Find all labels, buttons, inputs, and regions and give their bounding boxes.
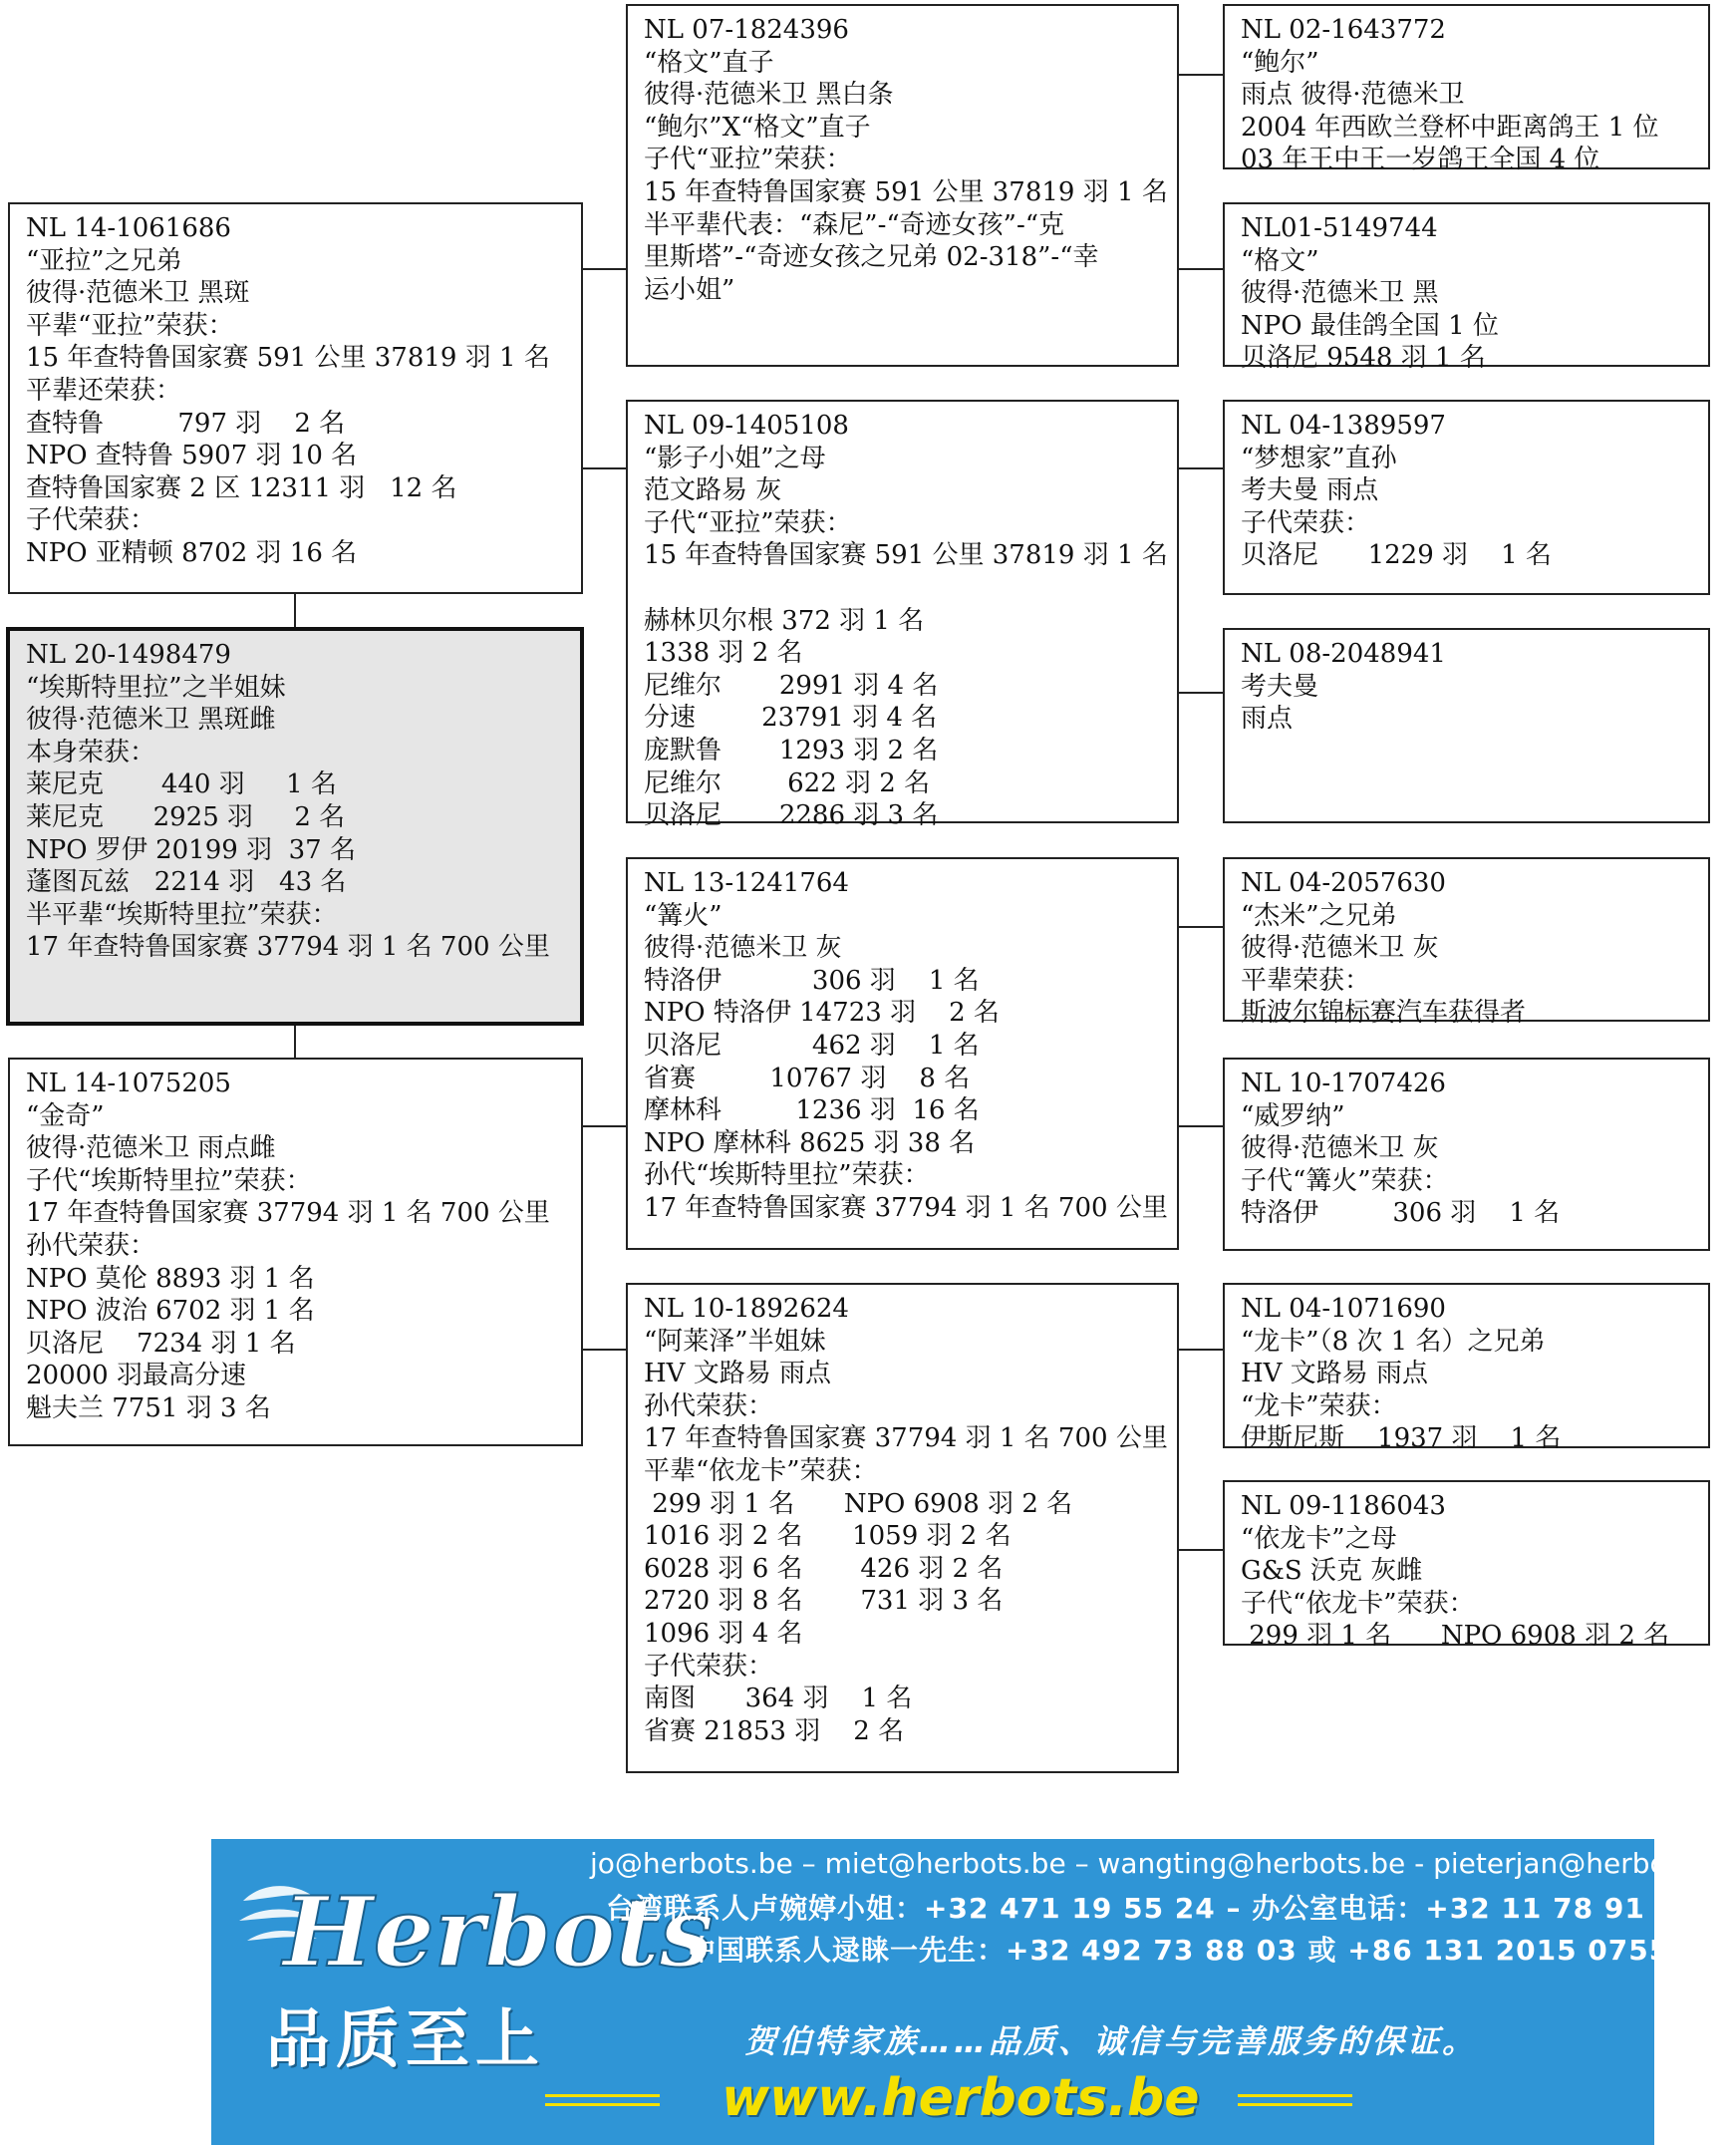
- card-line: 平辈还荣获：: [26, 375, 182, 406]
- card-line: 2004 年西欧兰登杯中距离鸽王 1 位: [1241, 112, 1659, 143]
- card-line: 子代荣获：: [1241, 507, 1371, 538]
- card-line: 本身荣获：: [26, 737, 156, 767]
- card-line: 考夫曼 雨点: [1241, 475, 1379, 506]
- great-grandparent-card-6: [1223, 1058, 1710, 1251]
- card-line: 17 年查特鲁国家赛 37794 羽 1 名 700 公里: [26, 932, 550, 963]
- card-line: 17 年查特鲁国家赛 37794 羽 1 名 700 公里: [644, 1423, 1168, 1454]
- great-grandparent-card-4: [1223, 628, 1710, 823]
- card-line: NPO 罗伊 20199 羽 37 名: [26, 834, 356, 865]
- card-line: NPO 莫伦 8893 羽 1 名: [26, 1263, 315, 1294]
- card-line: 1338 羽 2 名: [644, 638, 803, 669]
- card-line: 范文路易 灰: [644, 475, 782, 506]
- card-line: 考夫曼: [1241, 671, 1319, 702]
- tagline: 贺伯特家族……品质、诚信与完善服务的保证。: [744, 2022, 1478, 2060]
- great-grandparent-card-7: [1223, 1283, 1710, 1454]
- card-line: NL 04-2057630: [1241, 868, 1446, 898]
- card-line: 庞默鲁 1293 羽 2 名: [644, 735, 939, 766]
- card-line: 莱尼克 440 羽 1 名: [26, 769, 337, 800]
- great-grandparent-card-8: [1223, 1480, 1710, 1652]
- sire-card: [8, 202, 583, 594]
- card-line: “依龙卡”之母: [1241, 1523, 1397, 1554]
- card-line: NPO 亚精顿 8702 羽 16 名: [26, 537, 358, 568]
- card-line: 省赛 21853 羽 2 名: [644, 1715, 905, 1746]
- card-line: 彼得·范德米卫 灰: [1241, 933, 1439, 964]
- card-line: 1016 羽 2 名 1059 羽 2 名: [644, 1521, 1012, 1552]
- sire-dam-card: [626, 400, 1179, 831]
- card-line: “格文”直子: [644, 47, 774, 78]
- card-line: “埃斯特里拉”之半姐妹: [26, 672, 286, 703]
- card-line: 南图 364 羽 1 名: [644, 1684, 913, 1714]
- card-line: 平辈荣获：: [1241, 965, 1371, 996]
- card-line: 子代“依龙卡”荣获：: [1241, 1588, 1475, 1619]
- card-line: “鲍尔”: [1241, 47, 1319, 78]
- card-line: “鲍尔”X“格文”直子: [644, 112, 871, 143]
- card-line: 平辈“依龙卡”荣获：: [644, 1455, 878, 1486]
- card-line: 子代荣获：: [26, 505, 156, 536]
- great-grandparent-card-2: [1223, 202, 1710, 374]
- card-line: “格文”: [1241, 245, 1319, 276]
- card-line: 尼维尔 2991 羽 4 名: [644, 670, 939, 701]
- card-line: 伊斯尼斯 1937 羽 1 名: [1241, 1423, 1562, 1454]
- card-line: NL 08-2048941: [1241, 639, 1446, 669]
- card-line: 2720 羽 8 名 731 羽 3 名: [644, 1586, 1004, 1617]
- card-line: “龙卡”荣获：: [1241, 1390, 1397, 1421]
- card-line: 15 年查特鲁国家赛 591 公里 37819 羽 1 名: [26, 343, 550, 374]
- card-line: 子代“埃斯特里拉”荣获：: [26, 1165, 312, 1196]
- china-contact: 中国联系人逯睐一先生：+32 492 73 88 03 或 +86 131 2015 0755: [688, 1934, 1670, 1967]
- card-line: HV 文路易 雨点: [644, 1359, 831, 1389]
- dam-sire-card: [626, 857, 1179, 1250]
- card-line: NL 10-1707426: [1241, 1069, 1446, 1098]
- card-line: 半平辈代表：“森尼”-“奇迹女孩”-“克: [644, 209, 1065, 240]
- email-addresses[interactable]: jo@herbots.be – miet@herbots.be – wangting@herbots.be - pieterjan@herbots.be: [590, 1847, 1736, 1880]
- card-line: 斯波尔锦标赛汽车获得者: [1241, 998, 1527, 1029]
- card-line: 彼得·范德米卫 黑: [1241, 278, 1439, 309]
- card-line: “篝火”: [644, 900, 723, 931]
- decorative-dash-right: [1238, 2094, 1352, 2106]
- card-line: 彼得·范德米卫 灰: [644, 933, 842, 964]
- card-line: 雨点 彼得·范德米卫: [1241, 80, 1465, 111]
- card-line: NPO 摩林科 8625 羽 38 名: [644, 1127, 976, 1158]
- card-line: NPO 波治 6702 羽 1 名: [26, 1296, 315, 1327]
- card-line: NPO 特洛伊 14723 羽 2 名: [644, 998, 1000, 1029]
- card-line: NL 02-1643772: [1241, 15, 1446, 45]
- card-line: 莱尼克 2925 羽 2 名: [26, 801, 346, 832]
- card-line: 摩林科 1236 羽 16 名: [644, 1095, 980, 1126]
- card-line: 赫林贝尔根 372 羽 1 名: [644, 605, 925, 636]
- card-line: “杰米”之兄弟: [1241, 900, 1397, 931]
- card-line: 贝洛尼 1229 羽 1 名: [1241, 540, 1552, 571]
- card-line: 贝洛尼 2286 羽 3 名: [644, 800, 939, 831]
- slogan: 品质至上: [266, 2003, 545, 2077]
- card-line: 299 羽 1 名 NPO 6908 羽 2 名: [1241, 1621, 1670, 1652]
- card-line: 彼得·范德米卫 雨点雌: [26, 1133, 276, 1164]
- card-line: NPO 查特鲁 5907 羽 10 名: [26, 441, 358, 471]
- card-line: “亚拉”之兄弟: [26, 245, 182, 276]
- card-line: 6028 羽 6 名 426 羽 2 名: [644, 1553, 1004, 1584]
- card-line: NL 10-1892624: [644, 1294, 849, 1324]
- card-line: 半平辈“埃斯特里拉”荣获：: [26, 899, 338, 930]
- card-line: 子代“篝火”荣获：: [1241, 1165, 1449, 1196]
- card-line: 查特鲁国家赛 2 区 12311 羽 12 名: [26, 472, 457, 503]
- contact-banner: [211, 1839, 1736, 2145]
- card-line: 20000 羽最高分速: [26, 1361, 246, 1391]
- card-line: 孙代“埃斯特里拉”荣获：: [644, 1160, 930, 1191]
- card-line: “威罗纳”: [1241, 1100, 1345, 1131]
- card-line: 孙代荣获：: [644, 1390, 774, 1421]
- card-line: 特洛伊 306 羽 1 名: [1241, 1198, 1561, 1229]
- card-line: “阿莱泽”半姐妹: [644, 1326, 826, 1357]
- card-line: 15 年查特鲁国家赛 591 公里 37819 羽 1 名: [644, 540, 1168, 571]
- card-line: NL 20-1498479: [26, 640, 231, 670]
- great-grandparent-card-5: [1223, 857, 1710, 1029]
- card-line: 孙代荣获：: [26, 1230, 156, 1261]
- svg-text:Herbots: Herbots: [283, 1876, 714, 1989]
- subject-card: [6, 627, 584, 1026]
- card-line: NL 13-1241764: [644, 868, 849, 898]
- card-line: 彼得·范德米卫 黑白条: [644, 80, 894, 111]
- card-line: NL01-5149744: [1241, 213, 1438, 243]
- card-line: 贝洛尼 462 羽 1 名: [644, 1030, 980, 1061]
- card-line: 03 年王中王一岁鸽王全国 4 位: [1241, 145, 1600, 175]
- card-line: NL 09-1405108: [644, 411, 849, 441]
- card-line: NL 09-1186043: [1241, 1491, 1446, 1521]
- card-line: NL 07-1824396: [644, 15, 849, 45]
- card-line: 运小姐”: [644, 274, 735, 305]
- card-line: 查特鲁 797 羽 2 名: [26, 408, 346, 439]
- card-line: NL 04-1071690: [1241, 1294, 1446, 1324]
- card-line: HV 文路易 雨点: [1241, 1359, 1428, 1389]
- card-line: NL 04-1389597: [1241, 411, 1446, 441]
- card-line: 彼得·范德米卫 黑斑: [26, 278, 250, 309]
- card-line: 蓬图瓦兹 2214 羽 43 名: [26, 867, 347, 898]
- card-line: 里斯塔”-“奇迹女孩之兄弟 02-318”-“幸: [644, 242, 1099, 273]
- card-line: “龙卡”（8 次 1 名）之兄弟: [1241, 1326, 1546, 1357]
- card-line: 贝洛尼 9548 羽 1 名: [1241, 343, 1486, 374]
- card-line: 尼维尔 622 羽 2 名: [644, 767, 931, 798]
- card-line: NL 14-1061686: [26, 213, 231, 243]
- card-line: 15 年查特鲁国家赛 591 公里 37819 羽 1 名: [644, 176, 1168, 207]
- card-line: 贝洛尼 7234 羽 1 名: [26, 1328, 296, 1359]
- card-line: 省赛 10767 羽 8 名: [644, 1063, 971, 1093]
- card-line: 1096 羽 4 名: [644, 1618, 803, 1649]
- card-line: 子代荣获：: [644, 1651, 774, 1682]
- card-line: 魁夫兰 7751 羽 3 名: [26, 1392, 271, 1423]
- card-line: 子代“亚拉”荣获：: [644, 507, 852, 538]
- card-line: “金奇”: [26, 1100, 105, 1131]
- taiwan-contact: 台湾联系人卢婉婷小姐：+32 471 19 55 24 – 办公室电话：+32 11 78 91 90: [606, 1892, 1697, 1925]
- card-line: 彼得·范德米卫 灰: [1241, 1133, 1439, 1164]
- card-line: 299 羽 1 名 NPO 6908 羽 2 名: [644, 1488, 1073, 1519]
- great-grandparent-card-1: [1223, 4, 1710, 175]
- card-line: “梦想家”直孙: [1241, 443, 1397, 473]
- card-line: 雨点: [1241, 704, 1294, 735]
- sire-sire-card: [626, 4, 1179, 367]
- card-line: 平辈“亚拉”荣获：: [26, 310, 234, 341]
- decorative-dash-left: [545, 2094, 660, 2106]
- card-line: NPO 最佳鸽全国 1 位: [1241, 310, 1499, 341]
- dam-card: [8, 1058, 583, 1446]
- card-line: “影子小姐”之母: [644, 443, 826, 473]
- card-line: 17 年查特鲁国家赛 37794 羽 1 名 700 公里: [644, 1192, 1168, 1223]
- card-line: 特洛伊 306 羽 1 名: [644, 965, 980, 996]
- great-grandparent-card-3: [1223, 400, 1710, 595]
- card-line: 分速 23791 羽 4 名: [644, 703, 938, 734]
- website-link[interactable]: www.herbots.be: [722, 2068, 1200, 2128]
- card-line: 子代“亚拉”荣获：: [644, 145, 852, 175]
- card-line: NL 14-1075205: [26, 1069, 231, 1098]
- card-line: [644, 572, 1161, 605]
- card-line: G&S 沃克 灰雌: [1241, 1556, 1423, 1587]
- card-line: 彼得·范德米卫 黑斑雌: [26, 705, 276, 736]
- dam-dam-card: [626, 1283, 1179, 1773]
- card-line: 17 年查特鲁国家赛 37794 羽 1 名 700 公里: [26, 1198, 550, 1229]
